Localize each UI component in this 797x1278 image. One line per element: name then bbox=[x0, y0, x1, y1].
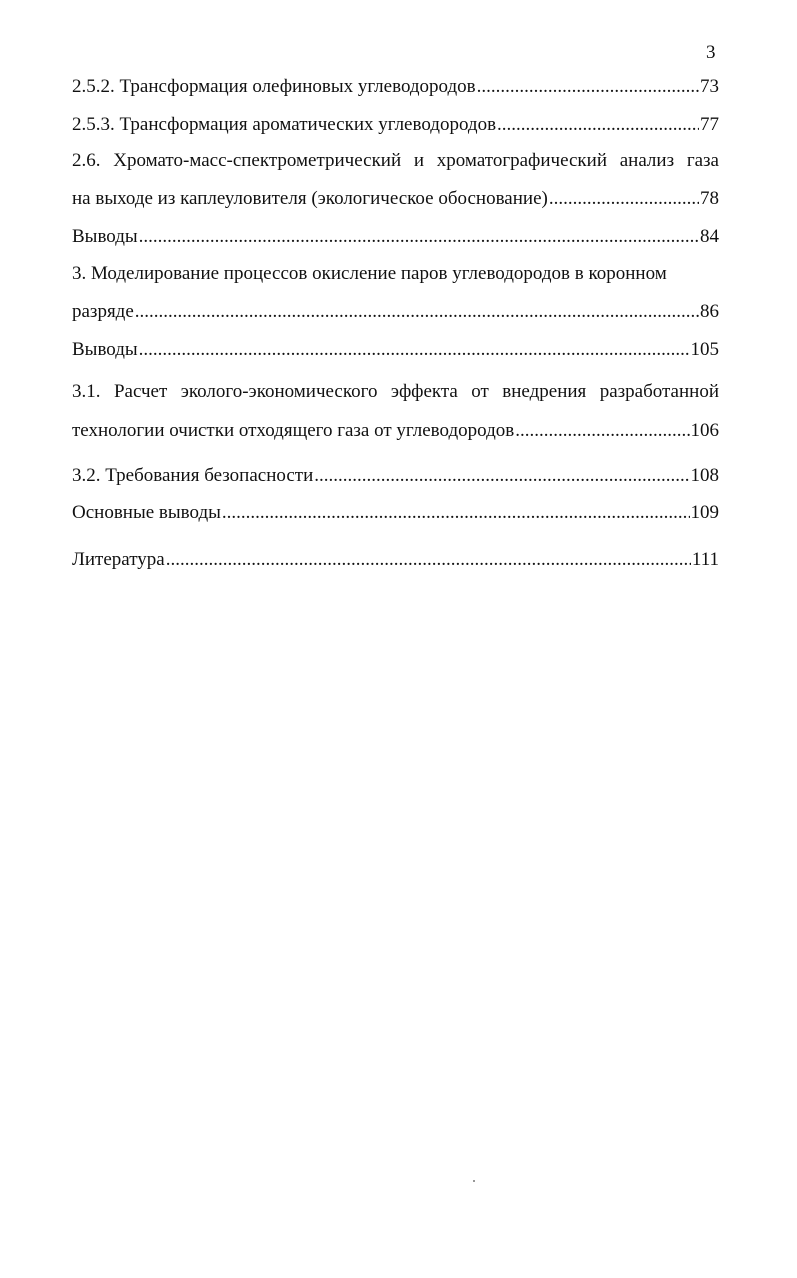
toc-entry-2-6-line1[interactable]: 2.6. Хромато-масс-спектрометрический и хроматографический анализ газа bbox=[72, 150, 719, 171]
toc-entry-label: Литература bbox=[72, 549, 165, 570]
dot-leader bbox=[135, 301, 699, 323]
toc-entry-page: 73 bbox=[700, 76, 719, 97]
toc-entry-conclusions-1[interactable] bbox=[72, 226, 719, 248]
toc-entry-main-conclusions[interactable] bbox=[72, 502, 719, 524]
toc-entry-2-5-2[interactable] bbox=[72, 76, 719, 98]
toc-entry-label: 3.2. Требования безопасности bbox=[72, 465, 314, 486]
toc-entry-label: на выходе из каплеуловителя (экологическое обоснование) bbox=[72, 188, 548, 209]
dot-leader bbox=[477, 76, 699, 98]
scan-speck bbox=[473, 1180, 475, 1182]
dot-leader bbox=[549, 188, 699, 210]
dot-leader bbox=[139, 339, 690, 361]
toc-entry-2-5-3[interactable] bbox=[72, 114, 719, 136]
toc-entry-3-line1[interactable]: 3. Моделирование процессов окисление паров углеводородов в коронном bbox=[72, 263, 667, 284]
toc-entry-page: 111 bbox=[691, 549, 719, 570]
toc-entry-page: 78 bbox=[700, 188, 719, 209]
toc-entry-literature[interactable] bbox=[72, 549, 719, 571]
toc-entry-page: 109 bbox=[690, 502, 719, 523]
toc-entry-label: Выводы bbox=[72, 339, 138, 360]
toc-entry-page: 108 bbox=[690, 465, 719, 486]
toc-entry-3-1-line1[interactable]: 3.1. Расчет эколого-экономического эффекта от внедрения разработанной bbox=[72, 381, 719, 402]
toc-entry-page: 105 bbox=[690, 339, 719, 360]
dot-leader bbox=[515, 420, 689, 442]
toc-entry-page: 106 bbox=[690, 420, 719, 441]
toc-entry-3-1[interactable] bbox=[72, 420, 719, 442]
toc-entry-page: 77 bbox=[700, 114, 719, 135]
toc-entry-label: разряде bbox=[72, 301, 134, 322]
toc-entry-label: 2.5.3. Трансформация ароматических углеводородов bbox=[72, 114, 497, 135]
toc-entry-page: 84 bbox=[700, 226, 719, 247]
dot-leader bbox=[314, 465, 689, 487]
toc-entry-label: 2.5.2. Трансформация олефиновых углеводородов bbox=[72, 76, 476, 97]
dot-leader bbox=[139, 226, 699, 248]
dot-leader bbox=[222, 502, 690, 524]
toc-entry-page: 86 bbox=[700, 301, 719, 322]
toc-entry-2-6[interactable] bbox=[72, 188, 719, 210]
dot-leader bbox=[497, 114, 699, 136]
toc-entry-label: Выводы bbox=[72, 226, 138, 247]
toc-entry-label: технологии очистки отходящего газа от углеводородов bbox=[72, 420, 515, 441]
page-number: 3 bbox=[706, 42, 716, 63]
toc-entry-3-2[interactable] bbox=[72, 465, 719, 487]
dot-leader bbox=[166, 549, 691, 571]
toc-entry-label: Основные выводы bbox=[72, 502, 221, 523]
toc-entry-conclusions-2[interactable] bbox=[72, 339, 719, 361]
toc-entry-3[interactable] bbox=[72, 301, 719, 323]
